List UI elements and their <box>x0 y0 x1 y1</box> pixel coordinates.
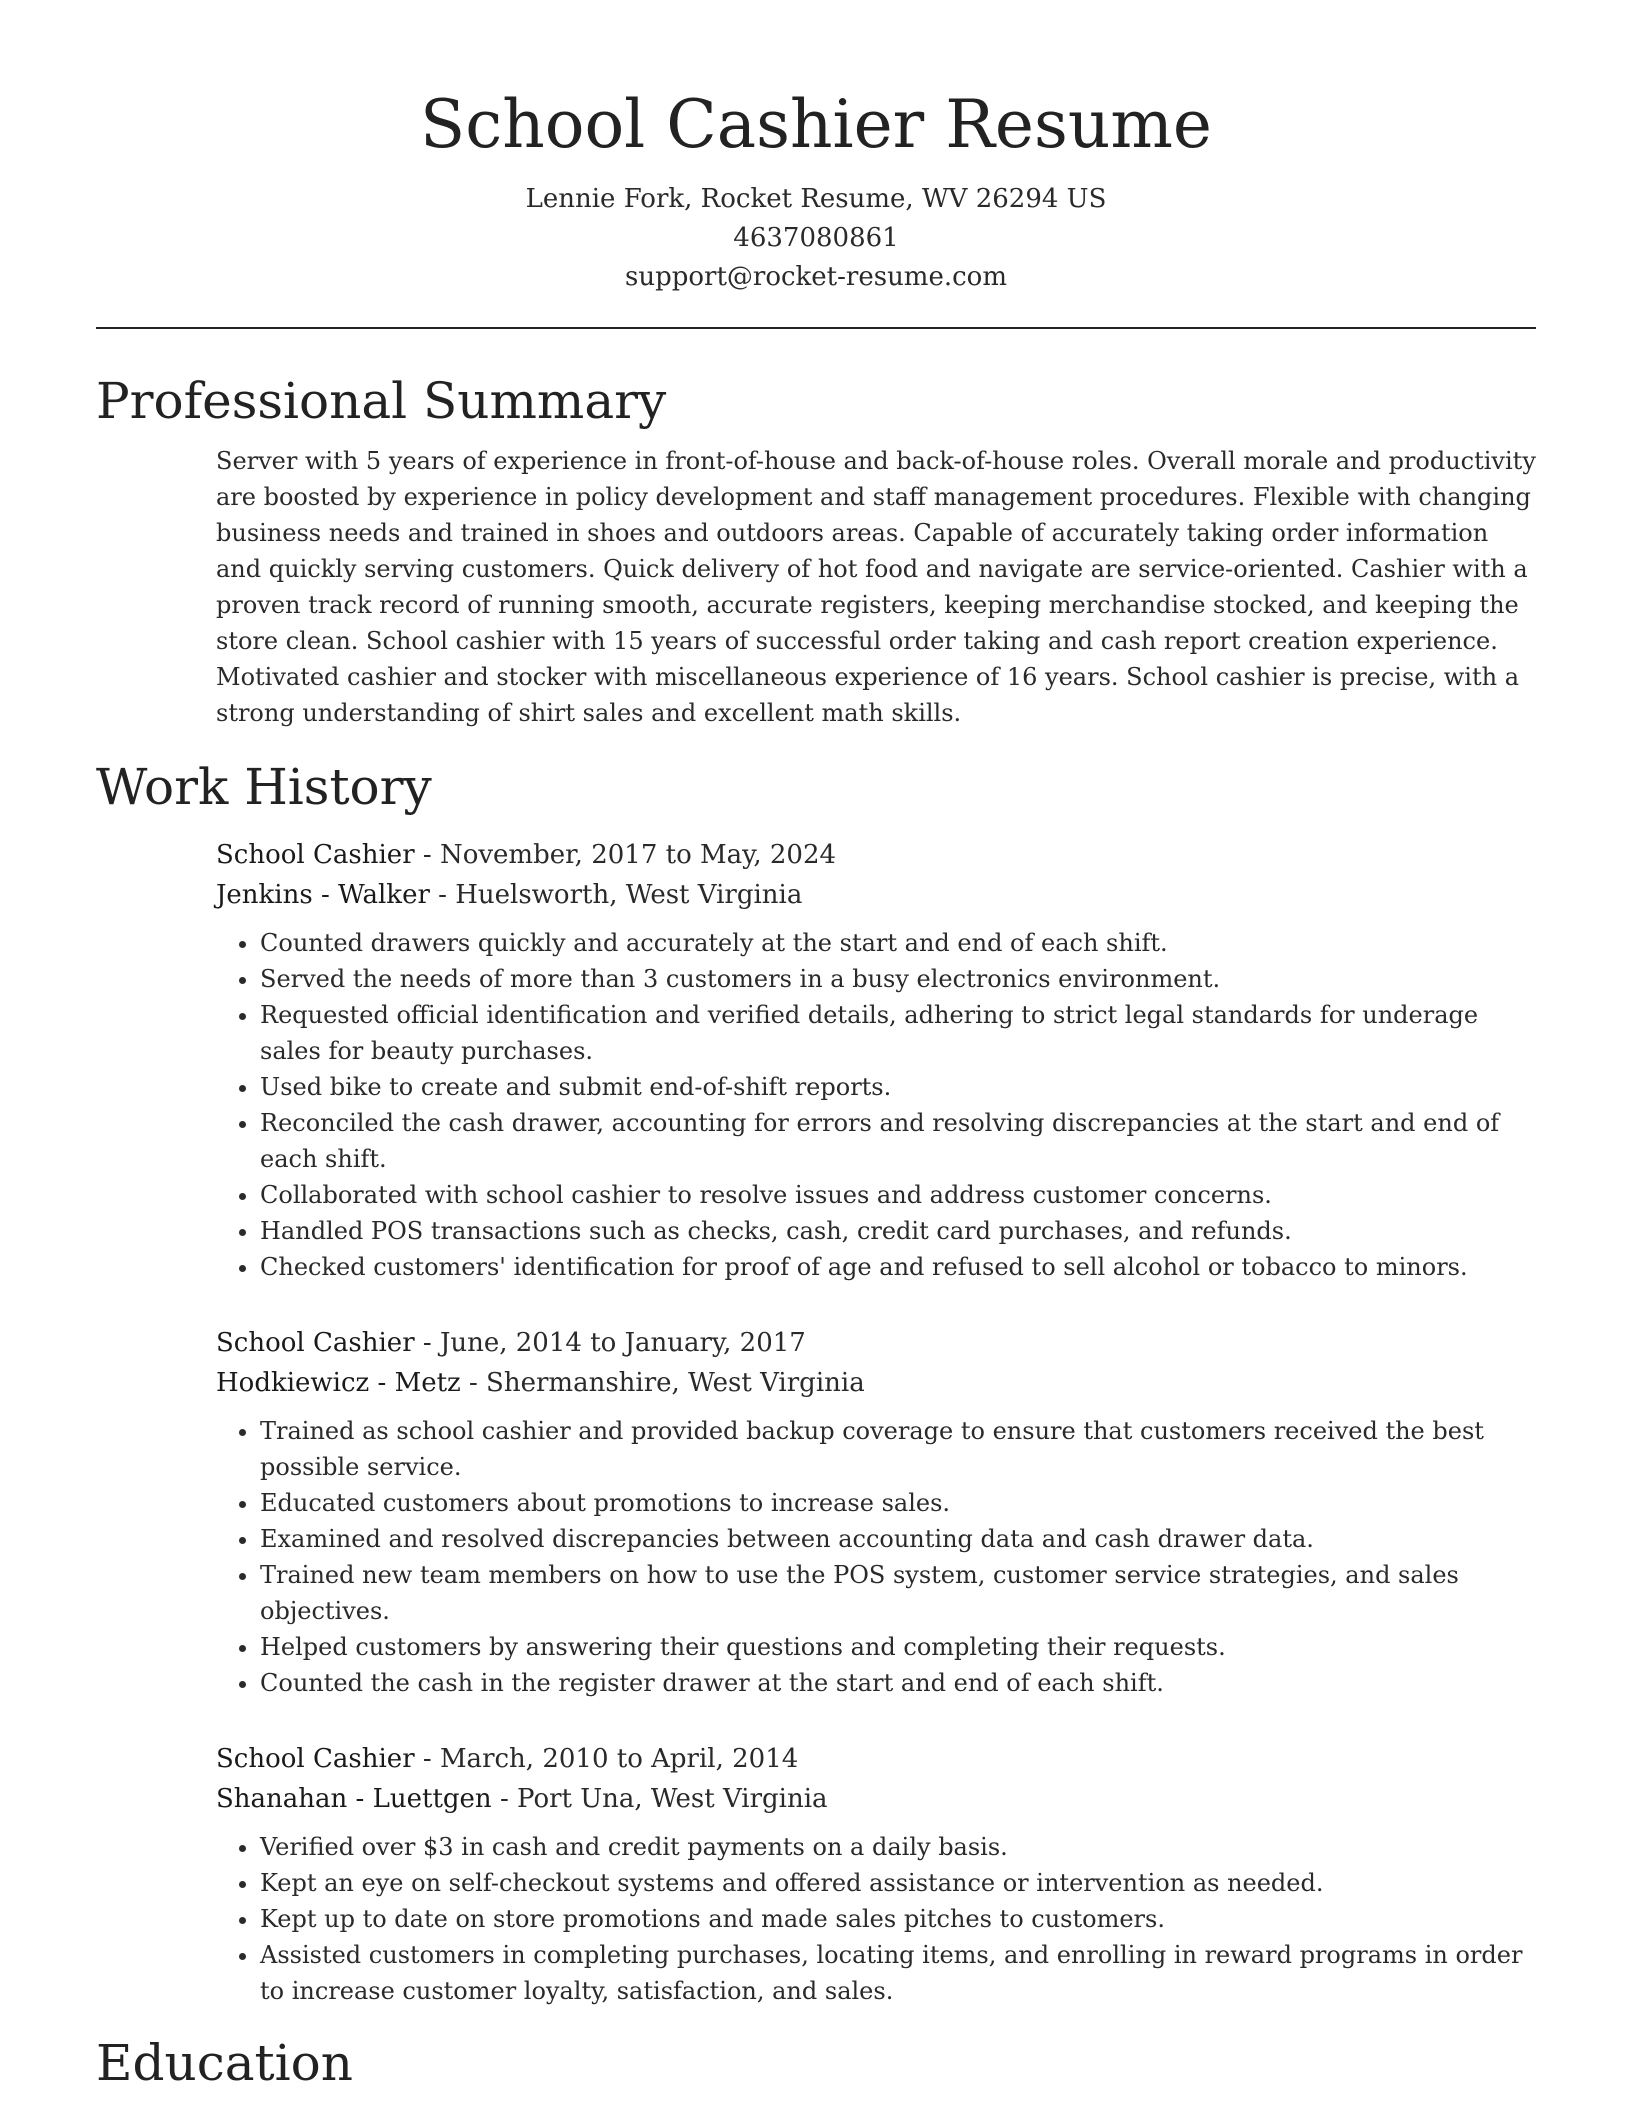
job-bullet: • Counted drawers quickly and accurately at the start and end of each shift. <box>260 925 1536 961</box>
job-location: - Port Una, West Virginia <box>491 1784 828 1814</box>
job-company: Hodkiewicz - Metz <box>216 1368 461 1398</box>
job-bullet: • Counted the cash in the register drawer at the start and end of each shift. <box>260 1665 1536 1701</box>
job-bullet: • Verified over $3 in cash and credit payments on a daily basis. <box>260 1829 1536 1865</box>
work-history-section <box>96 835 1536 2009</box>
summary-section <box>96 443 1536 731</box>
contact-phone: 4637080861 <box>733 223 899 253</box>
job-bullet: • Trained as school cashier and provided backup coverage to ensure that customers received the best possible service. <box>260 1413 1536 1485</box>
job-bullet: • Requested official identification and verified details, adhering to strict legal standards for underage sales for beauty purchases. <box>260 997 1536 1069</box>
job-entry <box>216 835 1536 1285</box>
resume-header <box>96 0 1536 297</box>
job-bullet: • Kept up to date on store promotions and made sales pitches to customers. <box>260 1901 1536 1937</box>
job-dates: - November, 2017 to May, 2024 <box>414 840 837 870</box>
job-bullet: • Handled POS transactions such as checks, cash, credit card purchases, and refunds. <box>260 1213 1536 1249</box>
resume-title: School Cashier Resume <box>420 86 1212 163</box>
job-title-line <box>216 835 1536 875</box>
summary-heading: Professional Summary <box>96 372 667 430</box>
job-title-line <box>216 1739 1536 1779</box>
job-bullet: • Checked customers' identification for proof of age and refused to sell alcohol or tobacco to minors. <box>260 1249 1536 1285</box>
job-company: Jenkins - Walker <box>216 880 430 910</box>
job-bullet: • Kept an eye on self-checkout systems and offered assistance or intervention as needed. <box>260 1865 1536 1901</box>
job-title: School Cashier <box>216 840 415 870</box>
job-bullet: • Examined and resolved discrepancies between accounting data and cash drawer data. <box>260 1521 1536 1557</box>
job-bullet: • Served the needs of more than 3 customers in a busy electronics environment. <box>260 961 1536 997</box>
contact-address: Lennie Fork, Rocket Resume, WV 26294 US <box>525 184 1107 214</box>
summary-text: Server with 5 years of experience in front-of-house and back-of-house roles. Overall morale and productivity are boosted by experience in policy development and staff management procedures. Flexible with changing business needs and trained in shoes and outdoors areas. Capable of accurately taking order information and quickly serving customers. Quick delivery of hot food and navigate are service-oriented. Cashier with a proven track record of running smooth, accurate registers, keeping merchandise stocked, and keeping the store clean. School cashier with 15 years of successful order taking and cash report creation experience. Motivated cashier and stocker with miscellaneous experience of 16 years. School cashier is precise, with a strong understanding of shirt sales and excellent math skills. <box>216 447 1536 727</box>
job-entry <box>216 1323 1536 1701</box>
job-company-line <box>216 1363 1536 1403</box>
job-bullet: • Used bike to create and submit end-of-shift reports. <box>260 1069 1536 1105</box>
job-bullet: • Collaborated with school cashier to resolve issues and address customer concerns. <box>260 1177 1536 1213</box>
job-bullet: • Educated customers about promotions to increase sales. <box>260 1485 1536 1521</box>
job-bullets <box>216 1413 1536 1701</box>
education-heading: Education <box>96 2034 353 2092</box>
job-bullets <box>216 1829 1536 2009</box>
job-entry <box>216 1739 1536 2009</box>
contact-email: support@rocket-resume.com <box>624 262 1007 292</box>
job-dates: - March, 2010 to April, 2014 <box>414 1744 799 1774</box>
contact-info <box>96 180 1536 297</box>
job-bullet: • Trained new team members on how to use the POS system, customer service strategies, and sales objectives. <box>260 1557 1536 1629</box>
job-bullet: • Reconciled the cash drawer, accounting for errors and resolving discrepancies at the start and end of each shift. <box>260 1105 1536 1177</box>
job-bullet: • Helped customers by answering their questions and completing their requests. <box>260 1629 1536 1665</box>
job-bullet: • Assisted customers in completing purchases, locating items, and enrolling in reward programs in order to increase customer loyalty, satisfaction, and sales. <box>260 1937 1536 2009</box>
job-location: - Shermanshire, West Virginia <box>460 1368 865 1398</box>
work-history-heading: Work History <box>96 758 432 816</box>
job-bullets <box>216 925 1536 1285</box>
job-company-line <box>216 1779 1536 1819</box>
job-title-line <box>216 1323 1536 1363</box>
job-title: School Cashier <box>216 1328 415 1358</box>
job-company-line <box>216 875 1536 915</box>
job-location: - Huelsworth, West Virginia <box>429 880 803 910</box>
job-company: Shanahan - Luettgen <box>216 1784 492 1814</box>
header-divider <box>96 327 1536 329</box>
job-dates: - June, 2014 to January, 2017 <box>414 1328 806 1358</box>
job-title: School Cashier <box>216 1744 415 1774</box>
